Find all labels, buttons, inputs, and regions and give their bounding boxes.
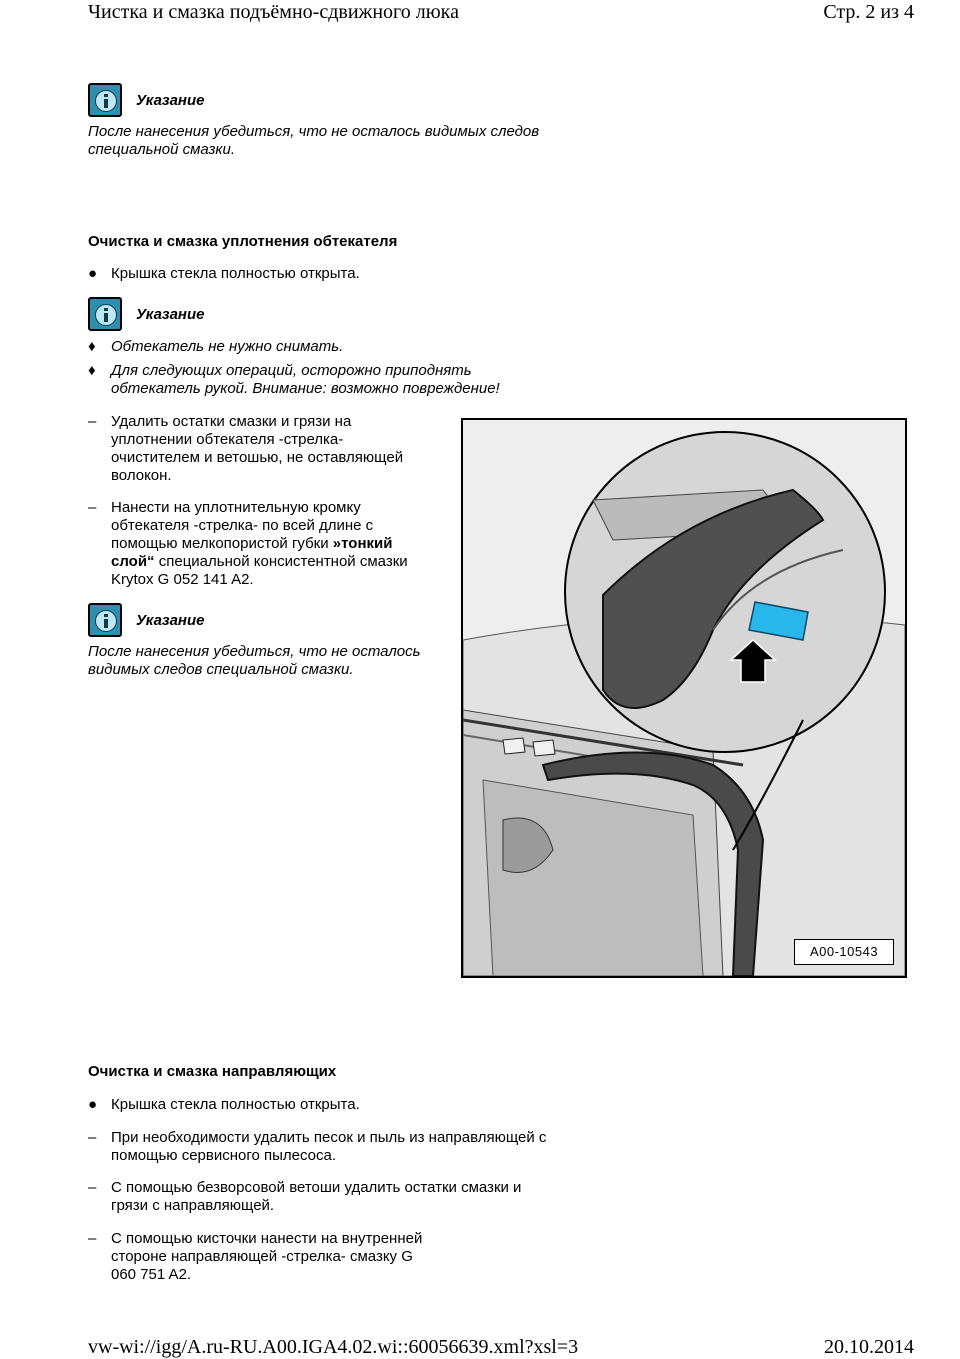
diamond-marker: ♦	[88, 338, 96, 355]
bold-term: слой“	[111, 553, 155, 570]
note-header	[88, 603, 204, 637]
dash-marker: –	[88, 413, 97, 430]
note-line: видимых следов специальной смазки.	[88, 661, 354, 678]
diamond-text: Обтекатель не нужно снимать.	[111, 338, 344, 355]
note-header	[88, 83, 204, 117]
step-text: С помощью кисточки нанести на внутренней	[111, 1230, 423, 1247]
dash-marker: –	[88, 1230, 97, 1247]
note-text	[88, 643, 421, 679]
step-text: очистителем и ветошью, не оставляющей	[111, 449, 404, 466]
step-text: слой“ специальной консистентной смазки	[111, 553, 408, 570]
bullet-text: Крышка стекла полностью открыта.	[111, 1096, 360, 1113]
figure-label: A00-10543	[794, 939, 894, 965]
dash-marker: –	[88, 499, 97, 516]
step-text: Удалить остатки смазки и грязи на	[111, 413, 352, 430]
info-icon	[88, 83, 122, 117]
note-text	[88, 123, 539, 159]
bullet-marker: ●	[88, 1096, 98, 1113]
dash-marker: –	[88, 1179, 97, 1196]
note-title: Указание	[136, 305, 205, 323]
bullet-text: Крышка стекла полностью открыта.	[111, 265, 360, 282]
bullet-marker: ●	[88, 265, 98, 282]
diamond-text: Для следующих операций, осторожно приподнять	[111, 362, 472, 379]
dash-marker: –	[88, 1129, 97, 1146]
diamond-marker: ♦	[88, 362, 96, 379]
step-text: С помощью безворсовой ветоши удалить остатки смазки и	[111, 1179, 522, 1196]
sunroof-seal-figure	[461, 418, 907, 978]
note-title: Указание	[136, 91, 205, 109]
footer-date: 20.10.2014	[824, 1336, 914, 1358]
step-text: 060 751 A2.	[111, 1266, 192, 1283]
info-icon	[88, 297, 122, 331]
step-text: помощью мелкопористой губки »тонкий	[111, 535, 393, 552]
step-text: уплотнении обтекателя -стрелка-	[111, 431, 344, 448]
section-title: Очистка и смазка уплотнения обтекателя	[88, 233, 398, 250]
step-text: При необходимости удалить песок и пыль из направляющей с	[111, 1129, 547, 1146]
section-title: Очистка и смазка направляющих	[88, 1063, 337, 1080]
note-header	[88, 297, 204, 331]
step-text: обтекателя -стрелка- по всей длине с	[111, 517, 374, 534]
step-text: Krytox G 052 141 A2.	[111, 571, 254, 588]
note-line: специальной смазки.	[88, 141, 236, 158]
step-text: стороне направляющей -стрелка- смазку G	[111, 1248, 413, 1265]
note-line: После нанесения убедиться, что не осталось	[88, 643, 421, 660]
page-number: Стр. 2 из 4	[823, 1, 914, 23]
figure-illustration	[463, 420, 905, 976]
bold-term: »тонкий	[332, 535, 393, 552]
note-title: Указание	[136, 611, 205, 629]
footer-path: vw-wi://igg/A.ru-RU.A00.IGA4.02.wi::60056639.xml?xsl=3	[88, 1336, 579, 1358]
page-title: Чистка и смазка подъёмно-сдвижного люка	[88, 1, 459, 23]
diamond-text: обтекатель рукой. Внимание: возможно повреждение!	[111, 380, 500, 397]
info-icon	[88, 603, 122, 637]
step-text: Нанести на уплотнительную кромку	[111, 499, 361, 516]
step-text: волокон.	[111, 467, 172, 484]
step-text: помощью сервисного пылесоса.	[111, 1147, 337, 1164]
note-line: После нанесения убедиться, что не осталось видимых следов	[88, 123, 540, 140]
step-text: грязи с направляющей.	[111, 1197, 275, 1214]
